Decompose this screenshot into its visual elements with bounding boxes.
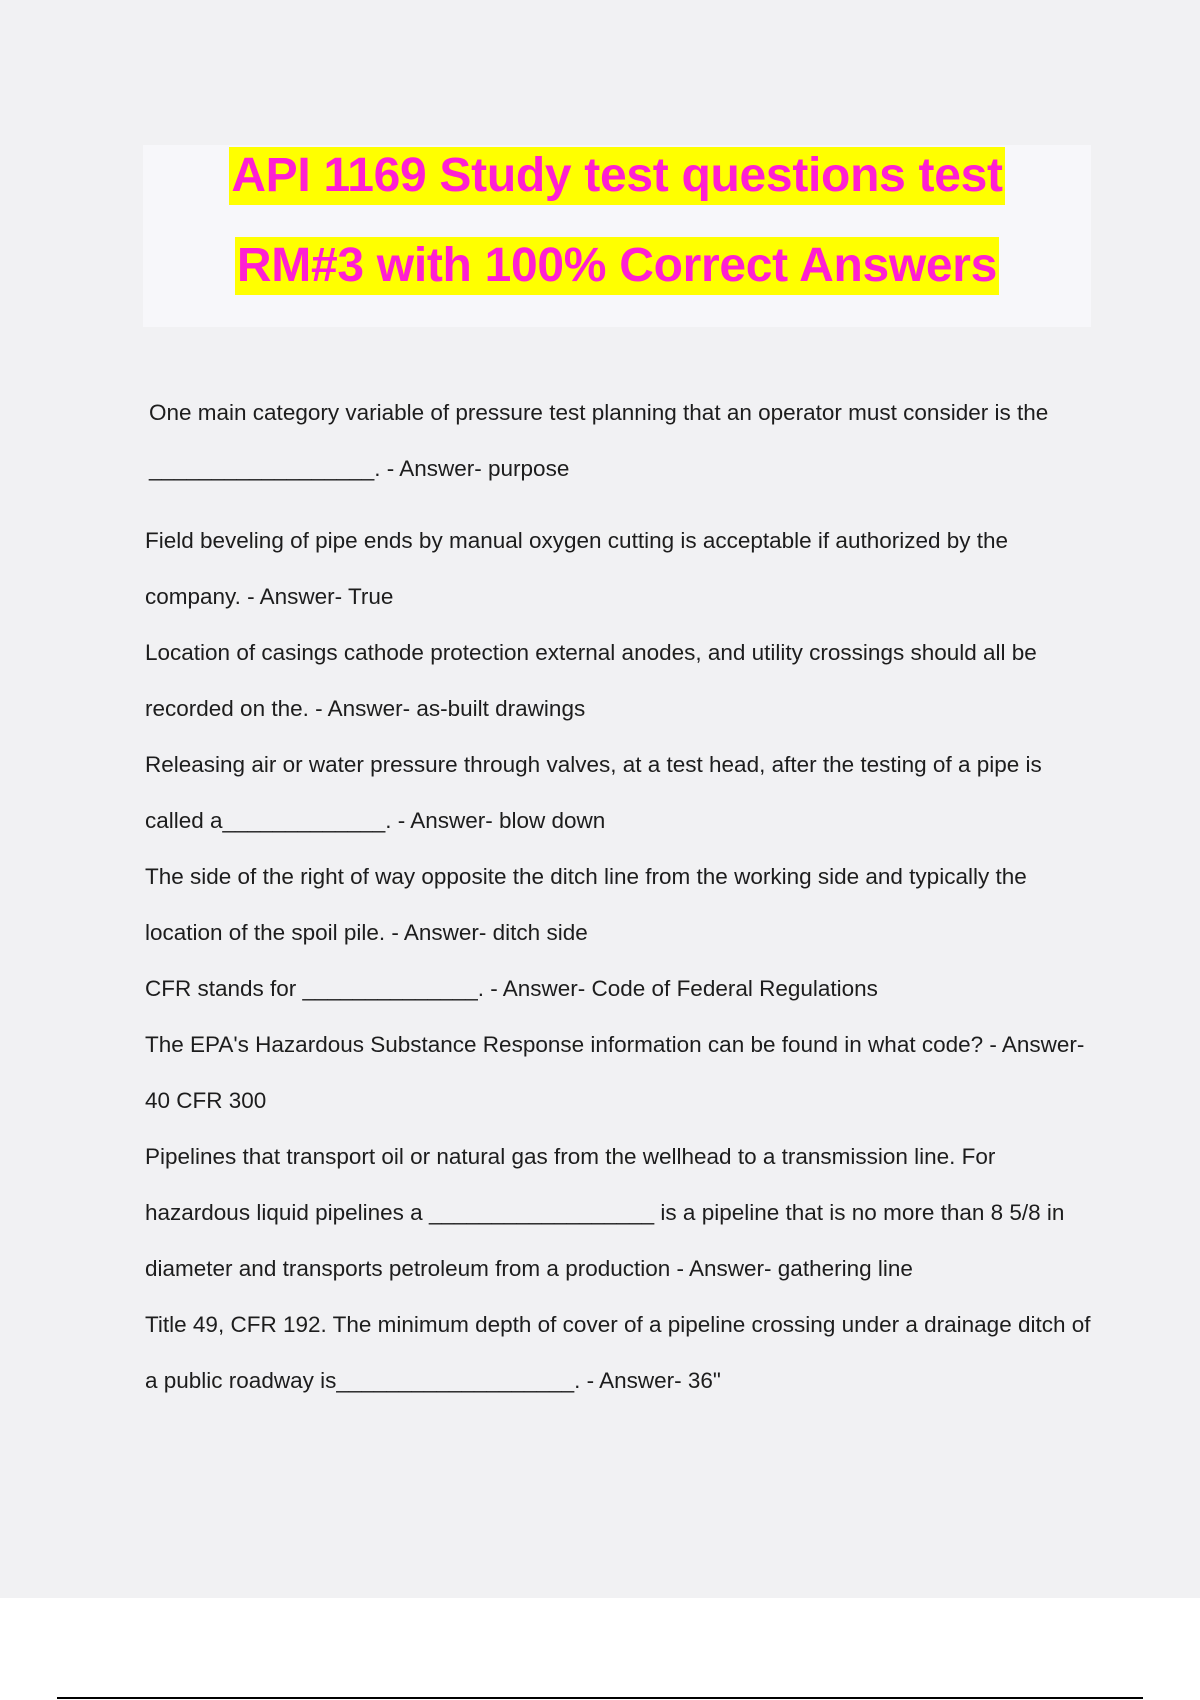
question-answer-item: One main category variable of pressure test planning that an operator must consider is the __________________. - Answer- purpose (149, 400, 1049, 481)
question-answer-item: Releasing air or water pressure through valves, at a test head, after the testing of a pipe is called a_____________. - Answer- blow down (145, 752, 1042, 833)
question-answer-item: Field beveling of pipe ends by manual oxygen cutting is acceptable if authorized by the company. - Answer- True (145, 528, 1009, 609)
question-answer-item: The EPA's Hazardous Substance Response information can be found in what code? - Answer- 40 CFR 300 (145, 1032, 1085, 1113)
footer-divider (57, 1697, 1143, 1699)
title-line-1: API 1169 Study test questions test (229, 147, 1004, 205)
question-list (145, 385, 1095, 1409)
question-answer-item: The side of the right of way opposite the ditch line from the working side and typically the location of the spoil pile. - Answer- ditch side (145, 864, 1027, 945)
question-answer-item: Location of casings cathode protection external anodes, and utility crossings should all be recorded on the. - Answer- as-built drawings (145, 640, 1037, 721)
question-answer-item: Title 49, CFR 192. The minimum depth of cover of a pipeline crossing under a drainage ditch of a public roadway is___________________. - Answer- 36" (145, 1312, 1091, 1393)
title-box (143, 145, 1091, 327)
question-answer-item: CFR stands for ______________. - Answer- Code of Federal Regulations (145, 976, 878, 1001)
question-answer-item: Pipelines that transport oil or natural gas from the wellhead to a transmission line. For hazardous liquid pipelines a __________________ is a pipeline that is no more than 8 5/8 in diameter and transports petroleum from a production - Answer- gathering line (145, 1144, 1065, 1281)
title-line-2: RM#3 with 100% Correct Answers (235, 237, 999, 295)
